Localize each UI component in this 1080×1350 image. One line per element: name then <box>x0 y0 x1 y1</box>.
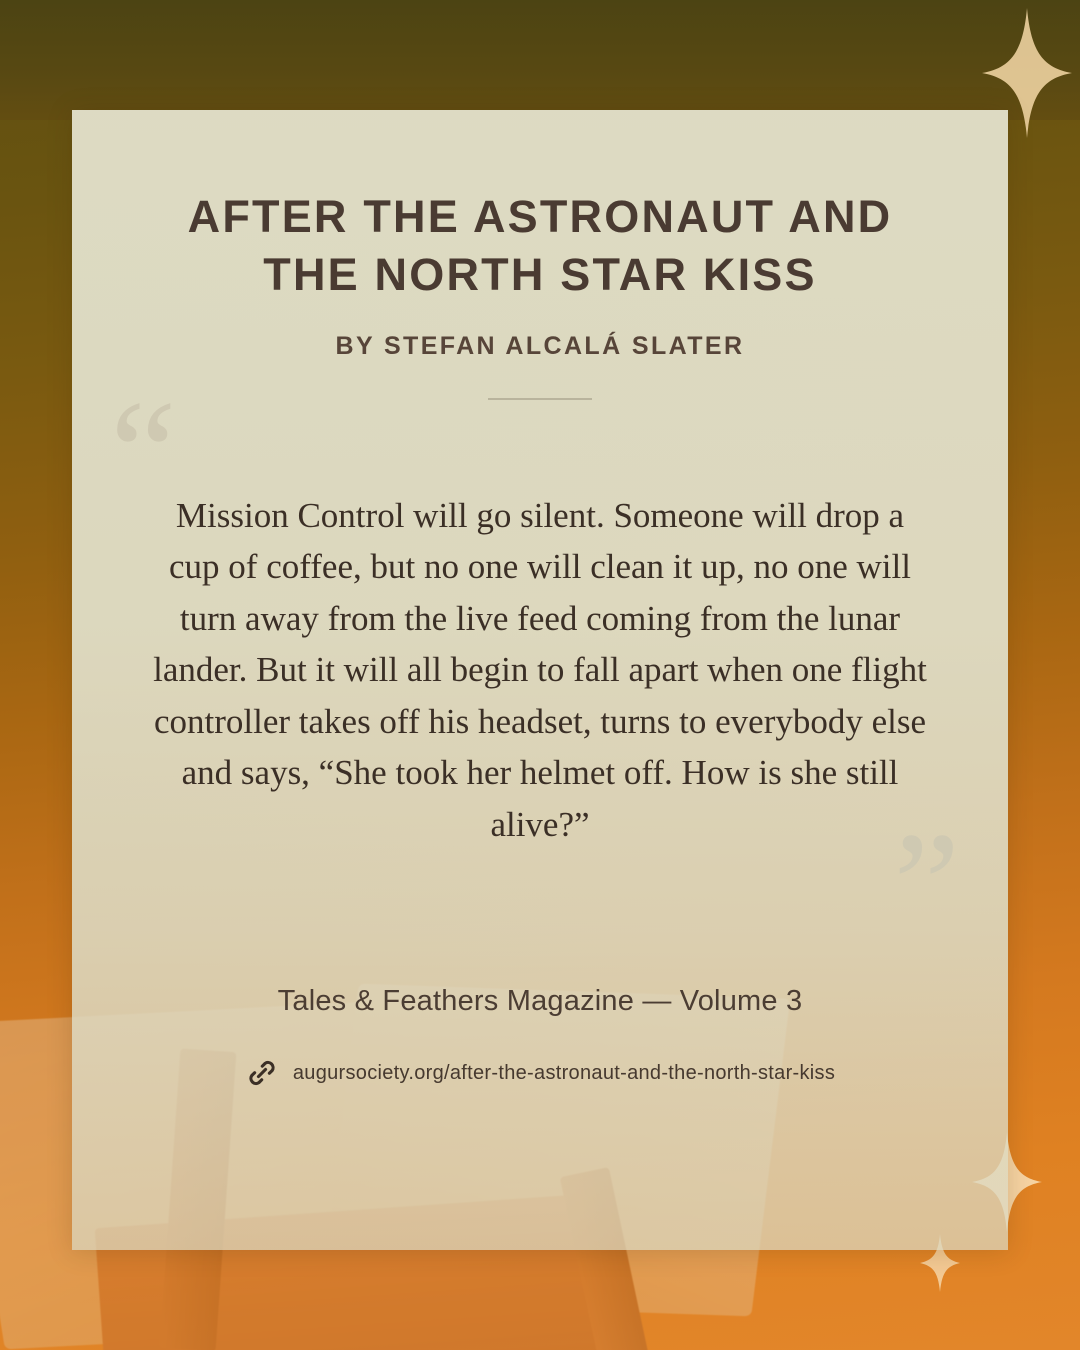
page-title: AFTER THE ASTRONAUT AND THE NORTH STAR KISS <box>187 191 893 300</box>
quote-body: Mission Control will go silent. Someone will drop a cup of coffee, but no one will clean it up, no one will turn away from the live feed coming from the lunar lander. But it will all begin to fall apart when one flight controller takes off his headset, turns to everybody else and says, “She took her helmet off. How is she still alive?” <box>153 496 927 844</box>
quote-open-mark-icon: “ <box>110 370 177 536</box>
divider <box>488 398 592 400</box>
author-byline: BY STEFAN ALCALÁ SLATER <box>335 332 745 360</box>
source-link-text[interactable]: augursociety.org/after-the-astronaut-and-the-north-star-kiss <box>292 1061 836 1084</box>
quote-close-mark-icon: ” <box>893 802 960 968</box>
link-icon <box>245 1056 279 1090</box>
background-top-band <box>0 0 1080 120</box>
magazine-credit: Tales & Feathers Magazine — Volume 3 <box>277 985 803 1017</box>
quote-card <box>72 110 1008 1250</box>
source-link[interactable] <box>72 1056 1008 1090</box>
